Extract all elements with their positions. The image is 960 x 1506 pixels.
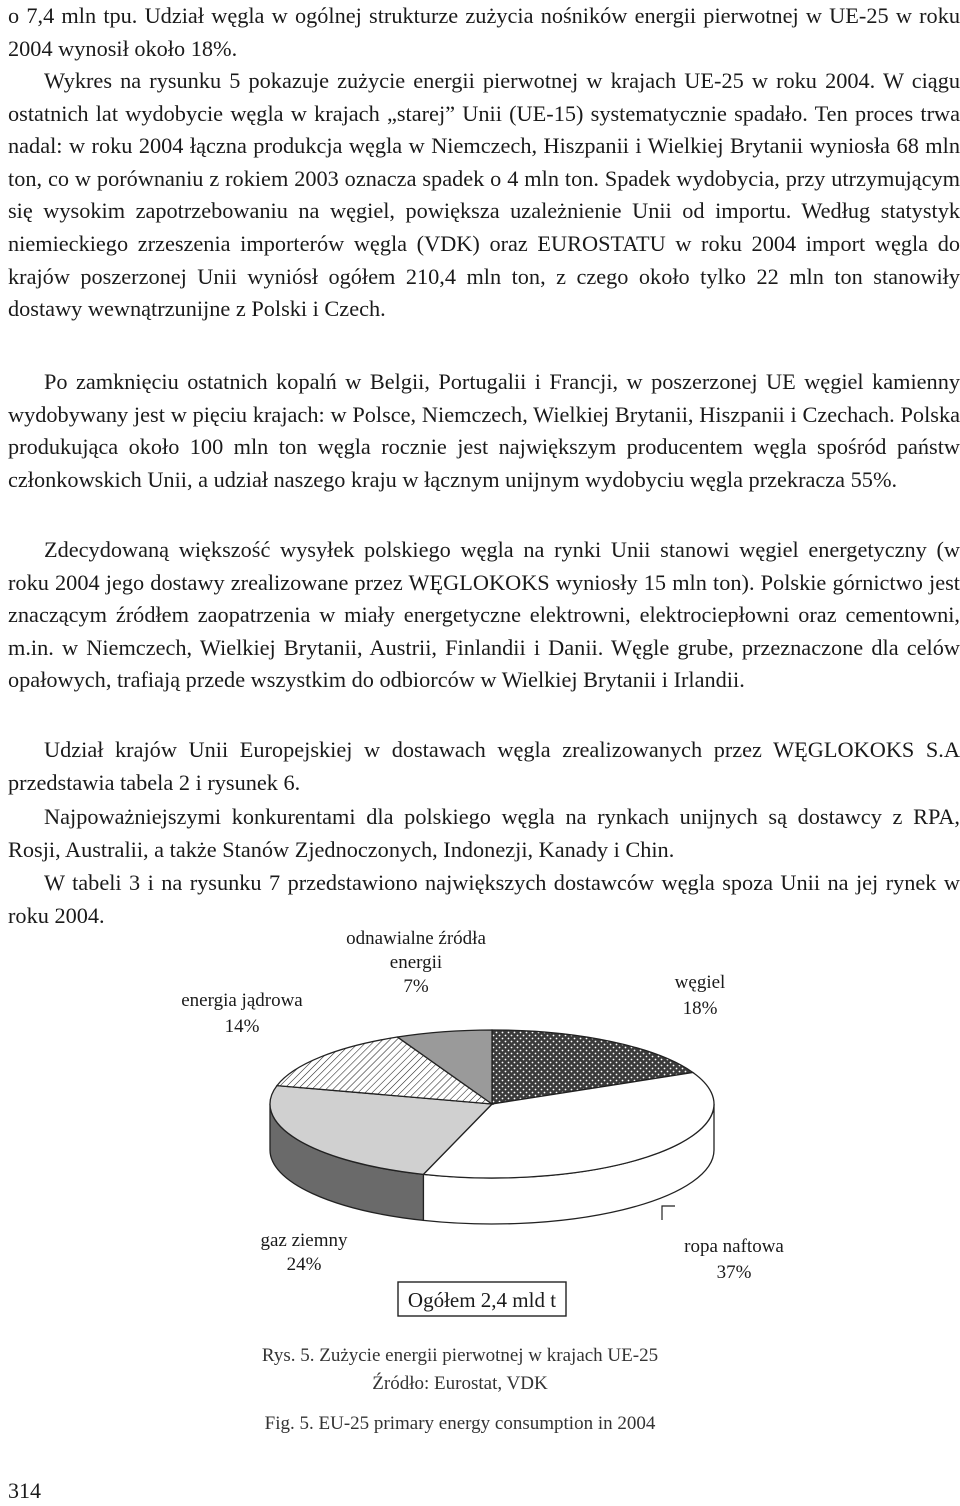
label-odnawialne-pct: 7% xyxy=(403,976,429,997)
paragraph-7: W tabeli 3 i na rysunku 7 przedstawiono największych dostawców węgla spoza Unii na jej rynek w roku 2004. xyxy=(8,870,960,928)
paragraph-1: o 7,4 mln tpu. Udział węgla w ogólnej strukturze zużycia nośników energii pierwotnej w UE-25 w roku 2004 wynosił około 18%. xyxy=(8,3,960,61)
label-ropa-pct: 37% xyxy=(716,1262,752,1283)
figure-caption-en: Fig. 5. EU-25 primary energy consumption in 2004 xyxy=(264,1413,656,1434)
figure-caption-pl: Rys. 5. Zużycie energii pierwotnej w krajach UE-25 xyxy=(261,1345,659,1366)
label-wegiel: węgiel xyxy=(674,972,726,993)
label-jadrowa: energia jądrowa xyxy=(181,990,303,1011)
total-box-label: Ogółem 2,4 mld t xyxy=(407,1288,557,1312)
pie-slices xyxy=(270,1030,714,1178)
paragraph-3: Po zamknięciu ostatnich kopalń w Belgii, Portugalii i Francji, w poszerzonej UE węgiel kamienny wydobywany jest w pięciu krajach: w Polsce, Niemczech, Wielkiej Brytanii, Hiszpanii i Czechach. Polska produkująca około 100 mln ton węgla rocznie jest największym producentem węgla spośród państw członkowskich Unii, a udział naszego kraju w łącznym unijnym wydobyciu węgla przekracza 55%. xyxy=(8,369,960,492)
page-number: 314 xyxy=(8,1478,41,1503)
paragraph-5: Udział krajów Unii Europejskiej w dostawach węgla zrealizowanych przez WĘGLOKOKS S.A przedstawia tabela 2 i rysunek 6. xyxy=(8,737,960,795)
paragraph-6: Najpoważniejszymi konkurentami dla polskiego węgla na rynkach unijnych są dostawcy z RPA, Rosji, Australii, a także Stanów Zjednoczonych, Indonezji, Kanady i Chin. xyxy=(8,804,960,862)
label-odnawialne-2: energii xyxy=(389,952,443,973)
figure-source: Źródło: Eurostat, VDK xyxy=(372,1373,548,1394)
label-gaz: gaz ziemny xyxy=(260,1230,348,1251)
paragraph-4: Zdecydowaną większość wysyłek polskiego węgla na rynki Unii stanowi węgiel energetyczny (w roku 2004 jego dostawy zrealizowane przez WĘGLOKOKS wyniosły 15 mln ton). Polskie górnictwo jest znaczącym źródłem zaopatrzenia w miały energetyczne elektrowni, elektrociepłowni oraz cementowni, m.in. w Niemczech, Wielkiej Brytanii, Austrii, Finlandii i Danii. Węgle grube, przeznaczone dla celów opałowych, trafiają przede wszystkim do odbiorców w Wielkiej Brytanii i Irlandii. xyxy=(8,537,960,693)
label-gaz-pct: 24% xyxy=(286,1254,322,1275)
label-wegiel-pct: 18% xyxy=(682,998,718,1019)
leader-line-ropa xyxy=(662,1206,675,1220)
label-odnawialne-1: odnawialne źródła xyxy=(346,928,486,949)
label-jadrowa-pct: 14% xyxy=(224,1016,260,1037)
label-ropa: ropa naftowa xyxy=(684,1236,784,1257)
paragraph-2: Wykres na rysunku 5 pokazuje zużycie energii pierwotnej w krajach UE-25 w roku 2004. W ciągu ostatnich lat wydobycie węgla w krajach „starej” Unii (UE-15) systematycznie spadało. Ten proces trwa nadal: w roku 2004 łączna produkcja węgla w Niemczech, Hiszpanii i Wielkiej Brytanii wyniosła 68 mln ton, co w porównaniu z rokiem 2003 oznacza spadek o 4 mln ton. Spadek wydobycia, przy utrzymującym się wysokim zapotrzebowaniu na węgiel, powiększa uzależnienie Unii od importu. Według statystyk niemieckiego zrzeszenia importerów węgla (VDK) oraz EUROSTATU w roku 2004 import węgla do krajów poszerzonej Unii wyniósł ogółem 210,4 mln ton, z czego około tylko 22 mln ton stanowiły dostawy wewnątrzunijne z Polski i Czech. xyxy=(8,68,960,322)
pie-chart-svg xyxy=(0,920,960,1340)
pie-chart xyxy=(0,920,960,1340)
